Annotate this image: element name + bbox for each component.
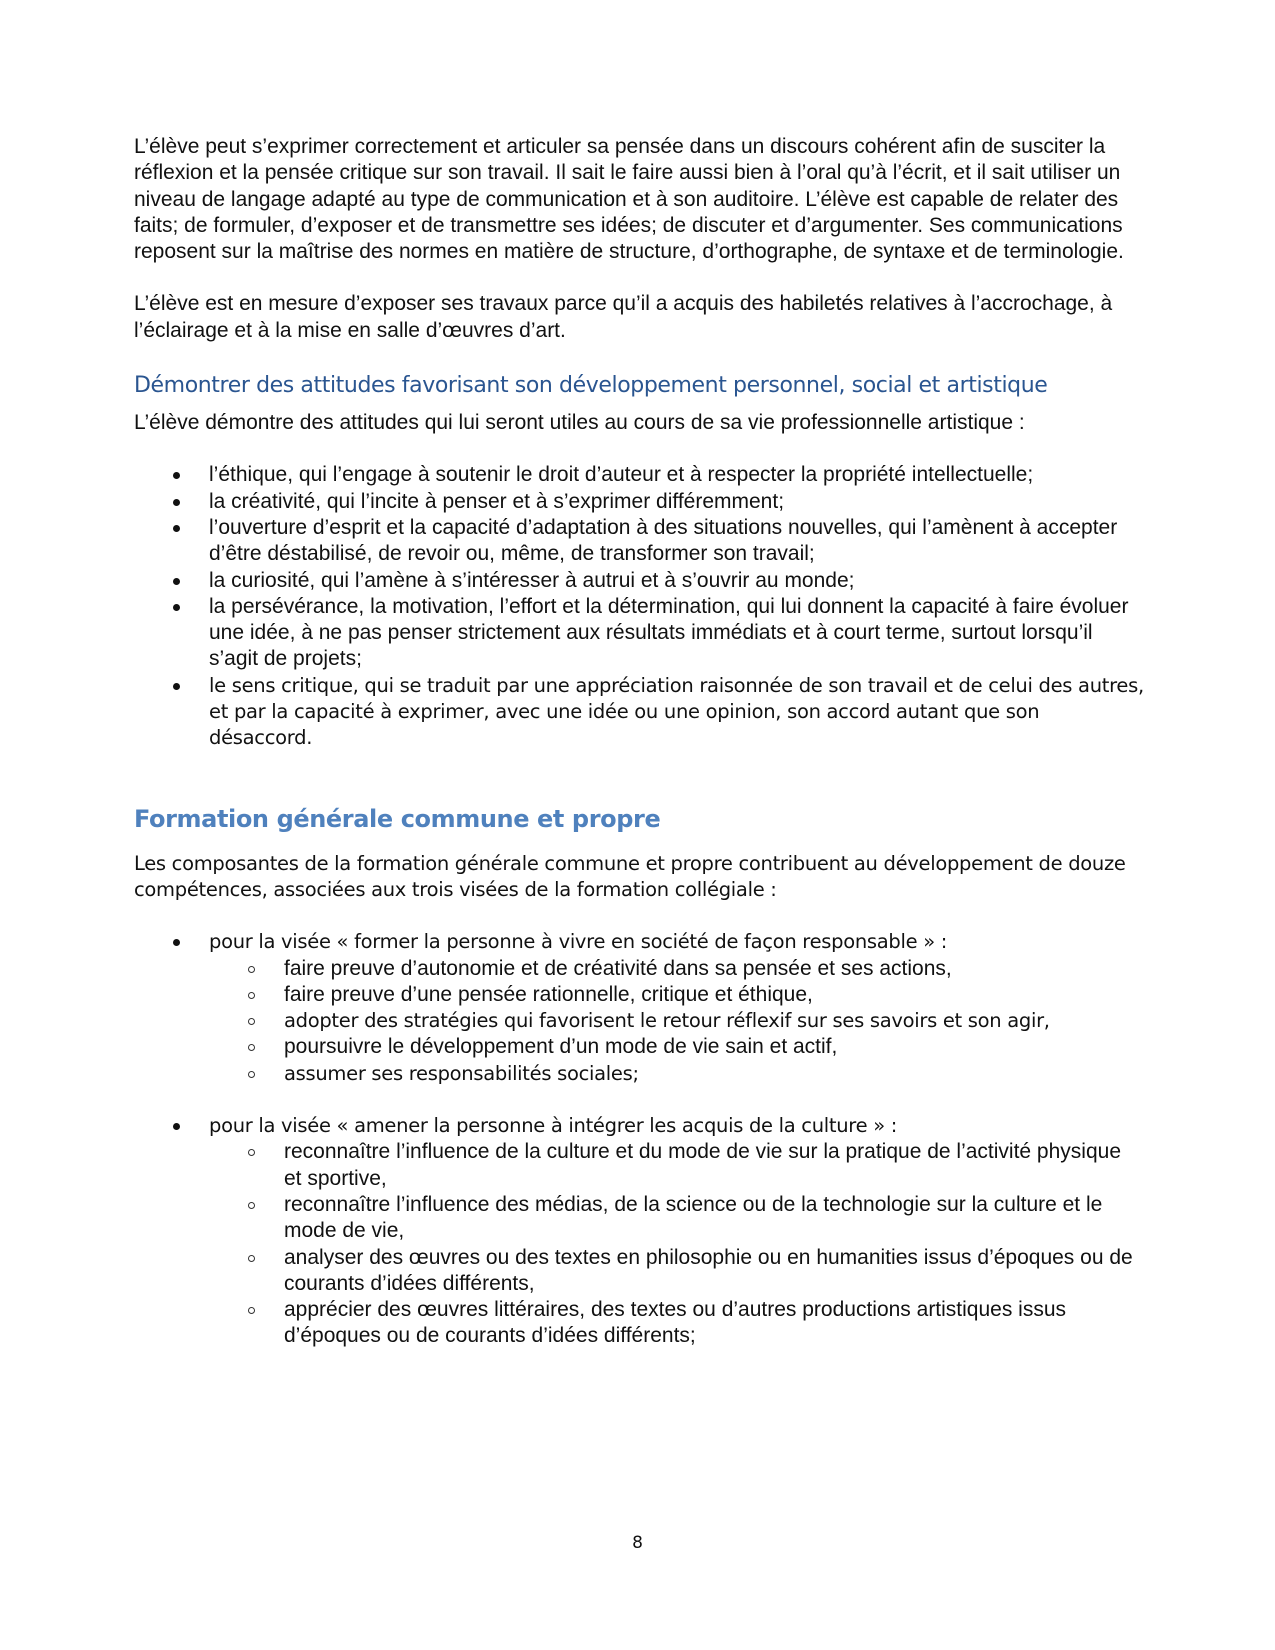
- list-item: la créativité, qui l’incite à penser et à s’exprimer différemment;: [134, 489, 1144, 515]
- circle-bullet-icon: [248, 1202, 255, 1209]
- list-item: la curiosité, qui l’amène à s’intéresser à autrui et à s’ouvrir au monde;: [134, 568, 1144, 594]
- bullet-icon: [173, 578, 180, 585]
- sublist: [209, 956, 1144, 1087]
- sublist-item: faire preuve d’une pensée rationnelle, critique et éthique,: [134, 982, 1144, 1008]
- page-number: 8: [632, 1533, 643, 1553]
- sublist-item: poursuivre le développement d’un mode de vie sain et actif,: [134, 1034, 1144, 1060]
- bullet-icon: [173, 472, 180, 479]
- formation-list: [134, 929, 1144, 1349]
- bullet-icon: [173, 499, 180, 506]
- circle-bullet-icon: [248, 1307, 255, 1314]
- bullet-icon: [173, 683, 180, 690]
- sublist: [209, 1139, 1144, 1349]
- circle-bullet-icon: [248, 1149, 255, 1156]
- list-item: pour la visée « amener la personne à intégrer les acquis de la culture » : reconnaître l’influence de la culture et du mode de vie sur la pratique de l’activité physique et sportive, reconnaître l’influence des médias, de la science ou de la technologie sur la culture et le mode de vie, analyser des œuvres ou des textes en philosophie ou en humanities issus d’époques ou de courants d’idées différents, apprécier des œuvres littéraires, des textes ou d’autres productions artistiques issus d’époques ou de courants d’idées différents;: [134, 1113, 1144, 1350]
- sublist-item: analyser des œuvres ou des textes en philosophie ou en humanities issus d’époques ou de courants d’idées différents,: [134, 1245, 1144, 1298]
- circle-bullet-icon: [248, 1044, 255, 1051]
- list-item: l’ouverture d’esprit et la capacité d’adaptation à des situations nouvelles, qui l’amènent à accepter d’être déstabilisé, de revoir ou, même, de transformer son travail;: [134, 515, 1144, 568]
- circle-bullet-icon: [248, 1255, 255, 1262]
- sublist-item: assumer ses responsabilités sociales;: [134, 1061, 1144, 1087]
- document-page: [134, 134, 1144, 1350]
- attitudes-list: [134, 462, 1144, 751]
- paragraph-exposition: L’élève est en mesure d’exposer ses travaux parce qu’il a acquis des habiletés relatives à l’accrochage, à l’éclairage et à la mise en salle d’œuvres d’art.: [134, 292, 1113, 342]
- heading-attitudes: Démontrer des attitudes favorisant son développement personnel, social et artistique: [134, 373, 1048, 399]
- sublist-item: reconnaître l’influence des médias, de la science ou de la technologie sur la culture et le mode de vie,: [134, 1192, 1144, 1245]
- sublist-item: adopter des stratégies qui favorisent le retour réflexif sur ses savoirs et son agir,: [134, 1008, 1144, 1034]
- sublist-item: apprécier des œuvres littéraires, des textes ou d’autres productions artistiques issus d’époques ou de courants d’idées différents;: [134, 1297, 1144, 1350]
- bullet-icon: [173, 604, 180, 611]
- circle-bullet-icon: [248, 992, 255, 999]
- list-item: pour la visée « former la personne à vivre en société de façon responsable » : faire preuve d’autonomie et de créativité dans sa pensée et ses actions, faire preuve d’une pensée rationnelle, critique et éthique, adopter des stratégies qui favorisent le retour réflexif sur ses savoirs et son agir, poursuivre le développement d’un mode de vie sain et actif, assumer ses responsabilités sociales;: [134, 929, 1144, 1087]
- bullet-icon: [173, 939, 180, 946]
- paragraph-communication: L’élève peut s’exprimer correctement et articuler sa pensée dans un discours cohérent afin de susciter la réflexion et la pensée critique sur son travail. Il sait le faire aussi bien à l’oral qu’à l’écrit, et il sait utiliser un niveau de langage adapté au type de communication et à son auditoire. L’élève est capable de relater des faits; de formuler, d’exposer et de transmettre ses idées; de discuter et d’argumenter. Ses communications reposent sur la maîtrise des normes en matière de structure, d’orthographe, de syntaxe et de terminologie.: [134, 135, 1124, 264]
- sublist-item: reconnaître l’influence de la culture et du mode de vie sur la pratique de l’activité physique et sportive,: [134, 1139, 1144, 1192]
- attitudes-intro: L’élève démontre des attitudes qui lui seront utiles au cours de sa vie professionnelle artistique :: [134, 411, 1025, 435]
- list-item: la persévérance, la motivation, l’effort et la détermination, qui lui donnent la capacité à faire évoluer une idée, à ne pas penser strictement aux résultats immédiats et à court terme, surtout lorsqu’il s’agit de projets;: [134, 594, 1144, 673]
- heading-formation: Formation générale commune et propre: [134, 804, 661, 833]
- formation-intro: Les composantes de la formation générale commune et propre contribuent au développement de douze compétences, associées aux trois visées de la formation collégiale :: [134, 851, 1126, 901]
- circle-bullet-icon: [248, 966, 255, 973]
- list-item: l’éthique, qui l’engage à soutenir le droit d’auteur et à respecter la propriété intellectuelle;: [134, 462, 1144, 488]
- circle-bullet-icon: [248, 1018, 255, 1025]
- bullet-icon: [173, 1123, 180, 1130]
- sublist-item: faire preuve d’autonomie et de créativité dans sa pensée et ses actions,: [134, 956, 1144, 982]
- bullet-icon: [173, 525, 180, 532]
- circle-bullet-icon: [248, 1071, 255, 1078]
- list-item: le sens critique, qui se traduit par une appréciation raisonnée de son travail et de celui des autres, et par la capacité à exprimer, avec une idée ou une opinion, son accord autant que son désaccord.: [134, 673, 1144, 752]
